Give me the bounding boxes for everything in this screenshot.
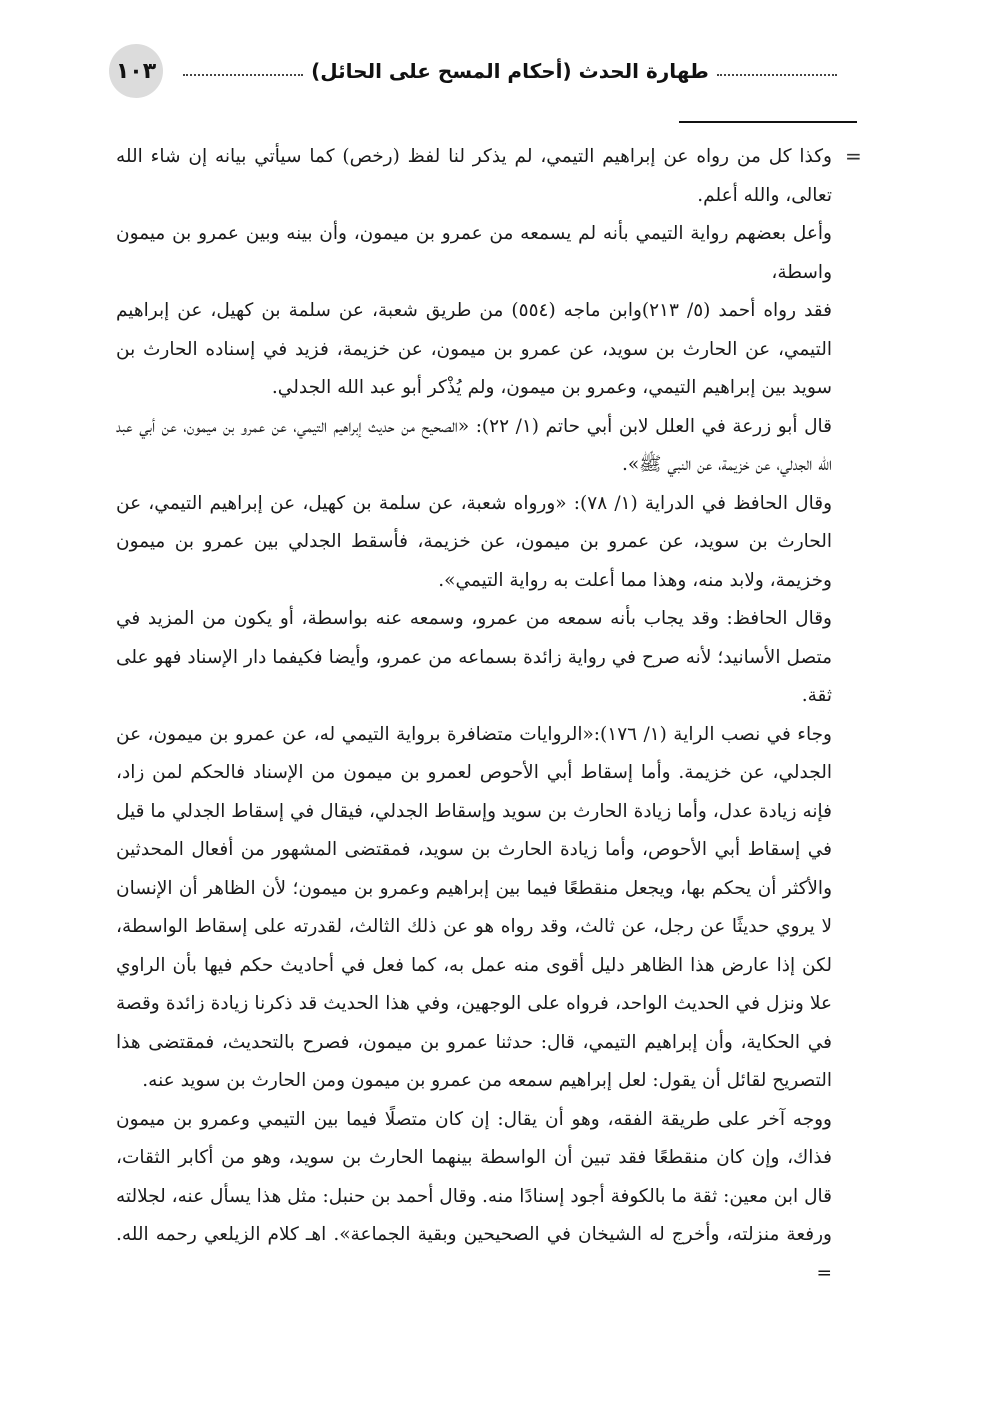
header-dotted-leader-right <box>717 74 837 76</box>
footnote-paragraph: وقال الحافظ: وقد يجاب بأنه سمعه من عمرو، وسمعه عنه بواسطة، أو يكون من المزيد في متصل الأسانيد؛ لأنه صرح في رواية زائدة بسماعه من عمرو، وأيضا فكيفما دار الإسناد فهو على ثقة. <box>116 608 832 706</box>
footnote-separator-rule <box>679 121 857 123</box>
footnote-continuation-mark: = <box>845 144 862 168</box>
page-number: ١٠٣ <box>109 44 163 98</box>
running-header-title: طهارة الحدث (أحكام المسح على الحائل) <box>311 59 709 83</box>
footnote-paragraph: فقد رواه أحمد (٥/ ٢١٣)وابن ماجه (٥٥٤) من طريق شعبة، عن سلمة بن كهيل، عن إبراهيم التيمي، عن الحارث بن سويد، عن عمرو بن ميمون، عن خزيمة، فزيد في إسناده الحارث بن سويد بين إبراهيم التيمي، وعمرو بن ميمون، ولم يُذْكر أبو عبد الله الجدلي. <box>116 300 832 398</box>
footnote-paragraph: وأعل بعضهم رواية التيمي بأنه لم يسمعه من عمرو بن ميمون، وأن بينه وبين عمرو بن ميمون واسطة، <box>116 223 832 283</box>
header-dotted-leader-left <box>183 74 303 76</box>
footnote-text <box>116 138 832 1293</box>
footnote-paragraph: وجاء في نصب الراية (١/ ١٧٦):«الروايات متضافرة برواية التيمي له، عن عمرو بن ميمون، عن الجدلي، عن خزيمة. وأما إسقاط أبي الأحوص لعمرو بن ميمون من الإسناد فالحكم لمن زاد، فإنه زيادة عدل، وأما زيادة الحارث بن سويد وإسقاط الجدلي، فيقال في إسقاط الجدلي ما قيل في إسقاط أبي الأحوص، وأما زيادة الحارث بن سويد، فمقتضى المشهور من أفعال المحدثين والأكثر أن يحكم بها، ويجعل منقطعًا فيما بين إبراهيم وعمرو بن ميمون؛ لأن الظاهر أن الإنسان لا يروي حديثًا عن رجل، عن ثالث، وقد رواه هو عن ذلك الثالث، لقدرته على إسقاط الواسطة، لكن إذا عارض هذا الظاهر دليل أقوى منه عمل به، كما فعل في أحاديث حكم فيها بأن الراوي علا ونزل في الحديث الواحد، فرواه على الوجهين، وفي هذا الحديث قد ذكرنا زيادة زائدة وقصة في الحكاية، وأن إبراهيم التيمي، قال: حدثنا عمرو بن ميمون، فصرح بالتحديث، فمقتضى هذا التصريح لقائل أن يقول: لعل إبراهيم سمعه من عمرو بن ميمون ومن الحارث بن سويد عنه. <box>116 723 832 1091</box>
footnote-paragraph: وقال الحافظ في الدراية (١/ ٧٨): «ورواه شعبة، عن سلمة بن كهيل، عن إبراهيم التيمي، عن الحارث بن سويد، عن عمرو بن ميمون، عن خزيمة، فأسقط الجدلي بين عمرو بن ميمون وخزيمة، ولابد منه، وهذا مما أعلت به رواية التيمي». <box>116 492 833 591</box>
footnote-paragraph: ووجه آخر على طريقة الفقه، وهو أن يقال: إن كان متصلًا فيما بين التيمي وعمرو بن ميمون فذاك، وإن كان منقطعًا فقد تبين أن الواسطة بينهما الحارث بن سويد، وهو من أكابر الثقات، قال ابن معين: ثقة ما بالكوفة أجود إسنادًا منه. وقال أحمد بن حنبل: مثل هذا يسأل عنه، لجلالته ورفعة منزلته، وأخرج له الشيخان في الصحيحين وبقية الجماعة». اهـ كلام الزيلعي رحمه الله. = <box>116 1108 832 1284</box>
footnote-paragraph: وكذا كل من رواه عن إبراهيم التيمي، لم يذكر لنا لفظ (رخص) كما سيأتي بيانه إن شاء الله تعالى، والله أعلم. <box>116 146 832 206</box>
running-header <box>175 56 845 86</box>
footnote-paragraph: قال أبو زرعة في العلل لابن أبي حاتم (١/ ٢٢): «الصحيح من حديث إبراهيم التيمي، عن عمرو بن ميمون، عن أبي عبد الله الجدلي، عن خزيمة، عن النبي ﷺ». <box>116 415 832 475</box>
